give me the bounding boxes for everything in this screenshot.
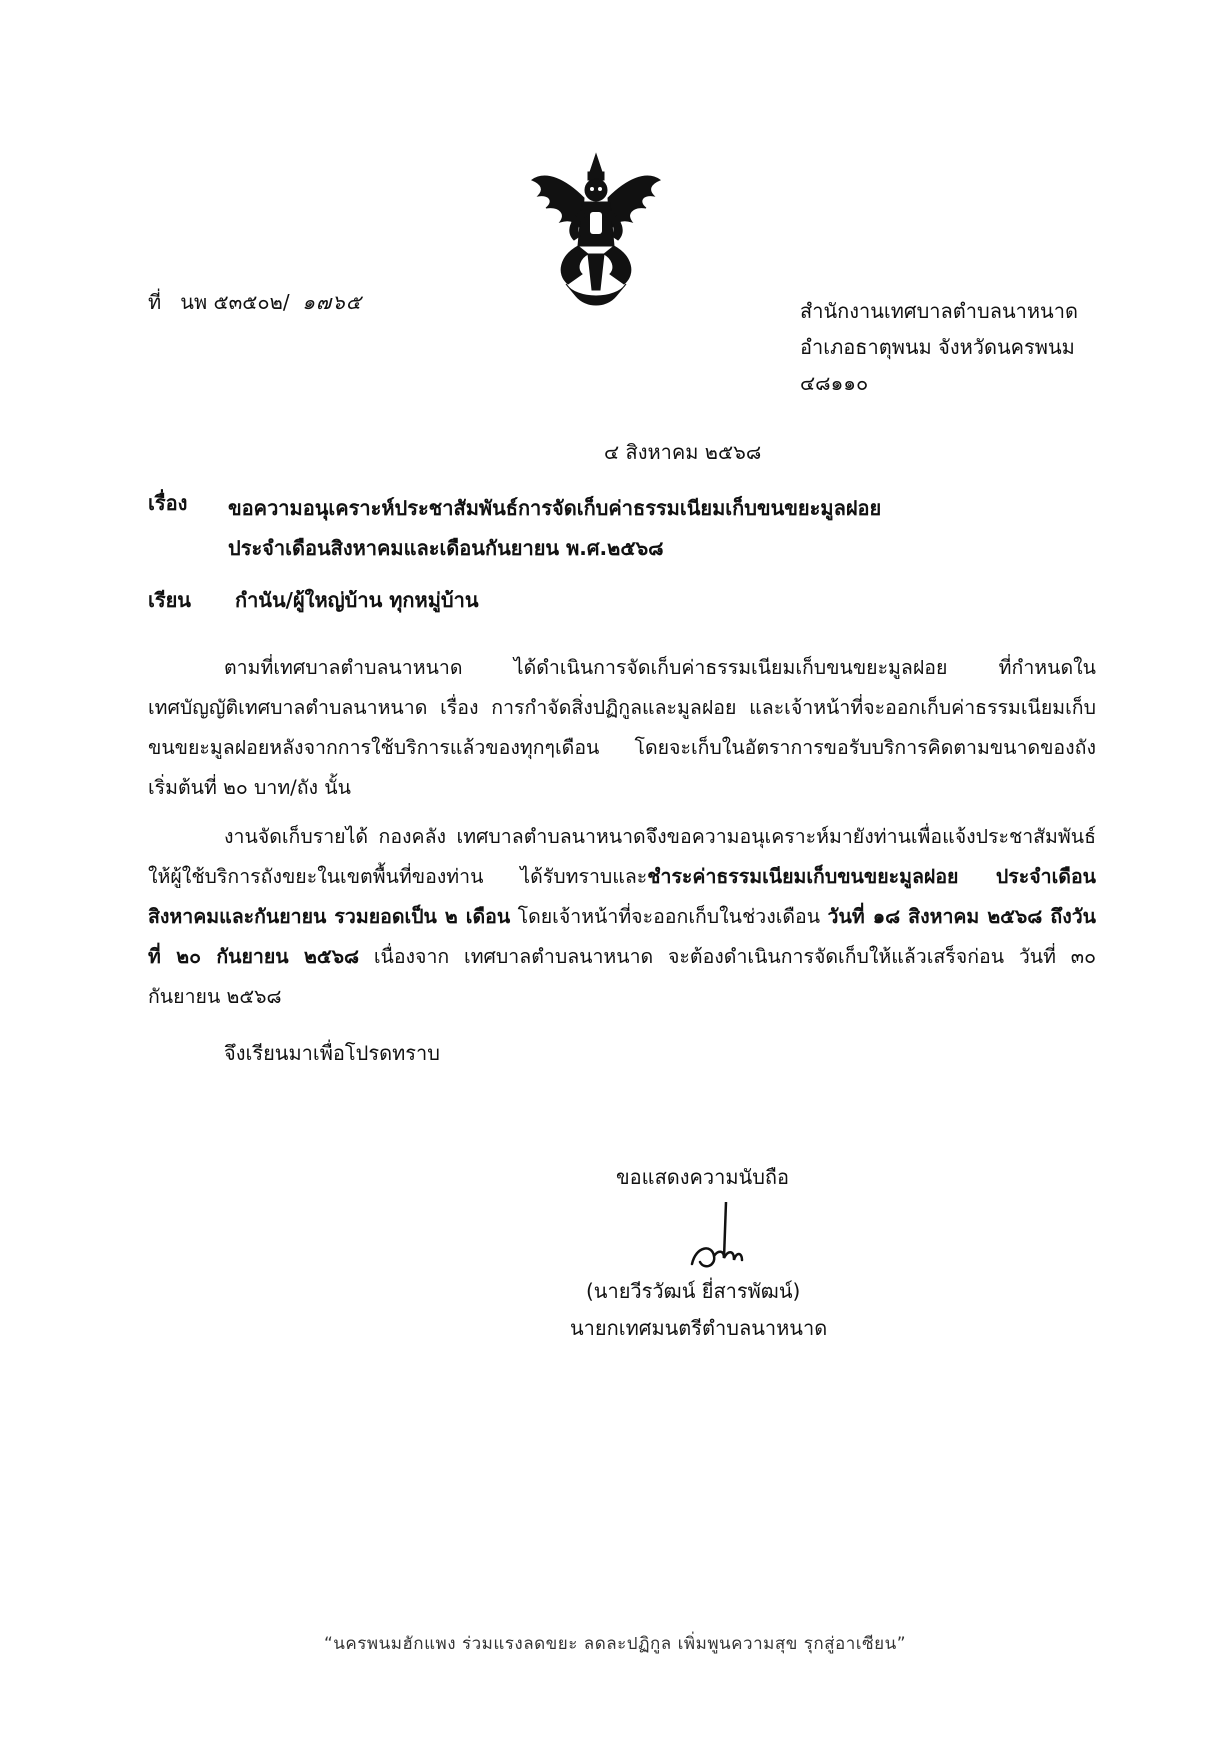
subject-line: ขอความอนุเคราะห์ประชาสัมพันธ์การจัดเก็บค่าธรรมเนียมเก็บขนขยะมูลฝอย xyxy=(228,496,882,520)
document-number-value: นพ ๕๓๕๐๒/ xyxy=(180,290,290,314)
body-paragraph-1 xyxy=(148,648,1096,808)
document-number-label: ที่ xyxy=(148,290,162,314)
paragraph-1-text: ตามที่เทศบาลตำบลนาหนาด ได้ดำเนินการจัดเก็บค่าธรรมเนียมเก็บขนขยะมูลฝอย ที่กำหนดในเทศบัญญัติเทศบาลตำบลนาหนาด เรื่อง การกำจัดสิ่งปฏิกูลและมูลฝอย และเจ้าหน้าที่จะออกเก็บค่าธรรมเนียมเก็บขนขยะมูลฝอยหลังจากการใช้บริการแล้วของทุกๆเดือน โดยจะเก็บในอัตราการขอรับบริการคิดตามขนาดของถังเริ่มต้นที่ ๒๐ บาท/ถัง นั้น xyxy=(148,656,1096,799)
paragraph-2-part3: เนื่องจาก เทศบาลตำบลนาหนาด จะต้องดำเนินการจัดเก็บให้แล้วเสร็จก่อน วันที่ ๓๐ กันยายน ๒๕๖๘ xyxy=(148,945,1096,1008)
subject-text xyxy=(228,488,881,568)
footer-slogan: “นครพนมฮักแพง ร่วมแรงลดขยะ ลดละปฏิกูล เพิ่มพูนความสุข รุกสู่อาเซียน” xyxy=(323,1634,907,1654)
recipient-value: กำนัน/ผู้ใหญ่บ้าน ทุกหมู่บ้าน xyxy=(234,588,479,612)
paragraph-2-part1: งานจัดเก็บรายได้ กองคลัง เทศบาลตำบลนาหนาดจึงขอความอนุเคราะห์มายังท่านเพื่อแจ้งประชาสัมพันธ์ให้ผู้ใช้บริการถังขยะในเขตพื้นที่ของท่าน ได้รับทราบและ xyxy=(148,825,1096,888)
paragraph-2-bold2: วันที่ ๑๘ สิงหาคม ๒๕๖๘ ถึงวันที่ ๒๐ กันยายน ๒๕๖๘ xyxy=(148,905,1096,968)
office-address xyxy=(800,293,1078,401)
recipient-block xyxy=(148,585,478,615)
paragraph-2-text xyxy=(148,817,1096,1017)
closing-line: จึงเรียนมาเพื่อโปรดทราบ xyxy=(224,1041,440,1065)
paragraph-2-part2: โดยเจ้าหน้าที่จะออกเก็บในช่วงเดือน xyxy=(510,905,828,928)
letter-date: ๔ สิงหาคม ๒๕๖๘ xyxy=(604,440,762,464)
recipient-label: เรียน xyxy=(148,588,191,612)
office-postcode: ๔๘๑๑๐ xyxy=(800,371,869,395)
subject-block xyxy=(148,488,882,560)
office-district: อำเภอธาตุพนม จังหวัดนครพนม xyxy=(800,335,1075,359)
office-name: สำนักงานเทศบาลตำบลนาหนาด xyxy=(800,299,1078,323)
regards-line: ขอแสดงความนับถือ xyxy=(616,1165,790,1189)
body-paragraph-2 xyxy=(148,817,1096,1017)
paragraph-2-bold1: ชำระค่าธรรมเนียมเก็บขนขยะมูลฝอย ประจำเดือนสิงหาคมและกันยายน รวมยอดเป็น ๒ เดือน xyxy=(148,865,1096,928)
document-number-handwritten: ๑๗๖๕ xyxy=(302,290,362,314)
signatory-name: (นายวีรวัฒน์ ยี่สารพัฒน์) xyxy=(586,1279,801,1303)
subject-line: ประจำเดือนสิงหาคมและเดือนกันยายน พ.ศ.๒๕๖๘ xyxy=(228,536,664,560)
subject-label: เรื่อง xyxy=(148,491,188,515)
garuda-emblem-icon xyxy=(526,150,666,312)
document-number xyxy=(148,287,362,317)
signatory-position: นายกเทศมนตรีตำบลนาหนาด xyxy=(570,1316,828,1340)
